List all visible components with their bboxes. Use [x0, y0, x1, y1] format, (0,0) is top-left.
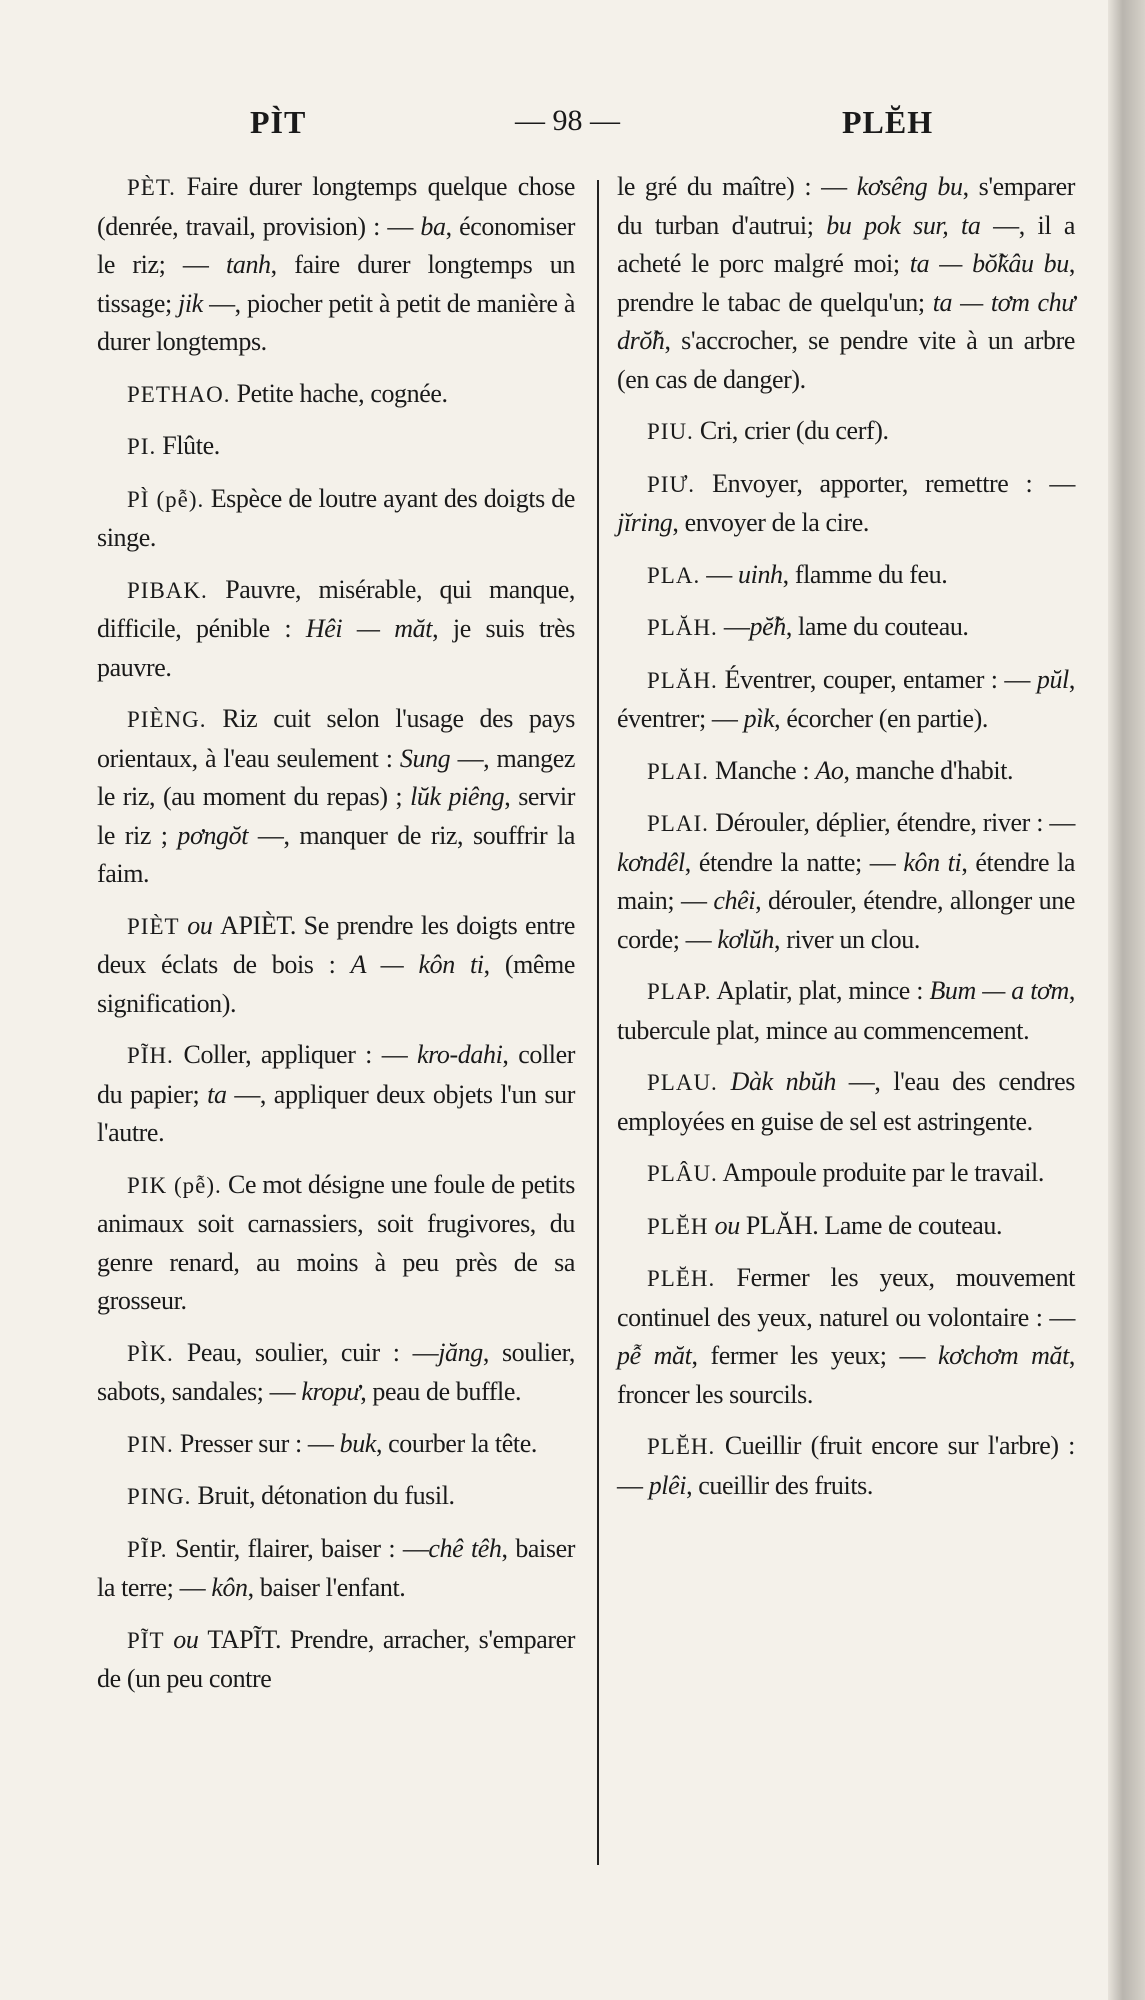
entry-text: —, mangez le riz, (au moment du repas) ; [97, 743, 575, 811]
dictionary-entry [97, 1621, 575, 1699]
entry-text: TAPĨT. Prendre, arracher, s'emparer de (un peu contre [97, 1624, 575, 1693]
entry-term: tanh [226, 250, 271, 279]
entry-headword: PLĂH. [647, 667, 718, 693]
entry-text: , froncer les sourcils. [617, 1341, 1076, 1409]
dictionary-entry [97, 480, 575, 558]
entry-term: kơsêng bu [856, 172, 963, 201]
dictionary-entry [97, 1166, 575, 1321]
entry-headword: PĨP. [127, 1536, 168, 1562]
dictionary-entry [97, 427, 575, 467]
entry-headword: PLA. [647, 562, 701, 588]
entry-term: lŭk piêng [410, 782, 505, 811]
dictionary-entry [617, 556, 1075, 596]
dictionary-entry [617, 1259, 1075, 1414]
entry-headword: PLAI. [647, 758, 709, 784]
entry-headword: PĨT [127, 1627, 165, 1653]
entry-term: Dàk nbŭh [730, 1067, 836, 1096]
entry-headword: PLAI. [647, 811, 709, 836]
entry-text: Bruit, détonation du fusil. [191, 1481, 455, 1510]
dictionary-entry [617, 661, 1075, 739]
entry-term: chê têh [428, 1533, 502, 1563]
entry-text: , lame du couteau. [785, 612, 969, 641]
entry-term: ou [179, 910, 221, 940]
entry-text: , (même signification). [97, 950, 576, 1018]
dictionary-entry [617, 412, 1075, 452]
entry-term: A — kôn ti [350, 950, 484, 979]
entry-text: APIÈT. Se prendre les doigts entre deux éclats de bois : [97, 910, 575, 979]
entry-term: Hêi — măt [305, 614, 433, 643]
entry-term: pìk [743, 704, 775, 733]
entry-text: Sentir, flairer, baiser : — [167, 1533, 429, 1563]
entry-headword: PLAP. [647, 979, 712, 1004]
entry-text: , flamme du feu. [782, 559, 948, 589]
entry-term: kôn ti [903, 847, 962, 877]
entry-term: kơlŭh [717, 924, 775, 954]
entry-text [718, 1067, 731, 1096]
entry-term: jăng [438, 1337, 483, 1367]
entry-text: , river un clou. [774, 924, 920, 954]
entry-term: jik [178, 288, 203, 318]
entry-term: kro-dahi [417, 1040, 503, 1069]
page-edge-shadow [1108, 0, 1145, 2000]
entry-text: Ce mot désigne une foule de petits animaux soit carnassiers, soit frugivores, du genre renard, au moins à peu près de sa grosseur. [97, 1169, 575, 1315]
entry-headword: PLÂU. [647, 1161, 718, 1186]
entry-text: , économiser le riz; — [97, 211, 575, 279]
dictionary-entry [97, 1530, 575, 1608]
entry-term: pŭl [1036, 664, 1069, 694]
entry-text: , coller du papier; [97, 1040, 575, 1109]
entry-term: ta — tơm chư drŏ̃h [617, 287, 1075, 355]
entry-term: Ao [815, 755, 844, 785]
dictionary-entry [617, 972, 1075, 1050]
entry-term: kơchơm măt [937, 1341, 1069, 1370]
dictionary-entry [97, 571, 575, 688]
entry-text: Ampoule produite par le travail. [717, 1158, 1044, 1187]
entry-text: Flûte. [156, 431, 220, 460]
entry-text: Faire durer longtemps quelque chose (denrée, travail, provision) : — [97, 172, 575, 241]
entry-headword: PIÈNG. [127, 707, 207, 732]
entry-text: Aplatir, plat, mince : [711, 976, 930, 1005]
entry-text: , fermer les yeux; — [691, 1341, 938, 1370]
entry-text: , faire durer longtemps un tissage; [97, 250, 576, 318]
entry-headword: PI. [127, 434, 157, 459]
entry-term: pơngŏt [177, 820, 249, 850]
entry-text: —, l'eau des cendres employées en guise de sel est astringente. [617, 1067, 1075, 1136]
entry-term: buk [339, 1428, 376, 1458]
entry-text: , écorcher (en partie). [774, 704, 988, 733]
dictionary-entry [617, 1063, 1075, 1141]
entry-headword: PIK (pễ). [127, 1172, 222, 1198]
entry-headword: PLĔH [647, 1213, 709, 1239]
entry-text: Pauvre, misérable, qui manque, difficile, pénible : [97, 574, 575, 643]
entry-headword: PLĂH. [647, 615, 718, 640]
entry-headword: PÈT. [127, 175, 176, 200]
entry-text: Envoyer, apporter, remettre : — [695, 468, 1075, 498]
dictionary-entry [617, 465, 1075, 543]
dictionary-entry [97, 1334, 575, 1412]
entry-headword: PÌ (pễ). [127, 486, 205, 512]
entry-text: , s'accrocher, se pendre vite à un arbre (en cas de danger). [617, 326, 1075, 394]
entry-term: bu pok sur, ta [826, 210, 981, 240]
entry-text: —, manquer de riz, souffrir la faim. [97, 820, 575, 888]
entry-term: ba [420, 211, 446, 241]
entry-text: , cueillir des fruits. [686, 1470, 873, 1500]
dictionary-entry [97, 700, 575, 894]
entry-term: ou [164, 1624, 208, 1654]
entry-text: —, appliquer deux objets l'un sur l'autre. [97, 1079, 575, 1147]
entry-text: Riz cuit selon l'usage des pays orientaux, à l'eau seulement : [97, 704, 575, 773]
entry-text: Manche : [708, 755, 816, 785]
entry-term: pễ măt [617, 1341, 692, 1370]
entry-text: , éventrer; — [617, 664, 1075, 733]
running-head-right: PLĔH [842, 104, 934, 140]
entry-headword: PLĔH. [647, 1434, 716, 1459]
entry-term: ou [708, 1210, 746, 1240]
dictionary-entry [97, 1477, 575, 1517]
entry-text: Éventrer, couper, entamer : — [717, 664, 1037, 694]
entry-term: pĕ̃h [749, 612, 786, 641]
entry-term: jĭring [617, 508, 673, 537]
page-number: — 98 — [515, 104, 620, 137]
entry-text: , servir le riz ; [97, 782, 576, 850]
dictionary-entry [97, 907, 575, 1024]
entry-text: le gré du maître) : — [617, 172, 857, 201]
dictionary-entry [617, 608, 1075, 648]
entry-text: , envoyer de la cire. [672, 508, 869, 537]
entry-text: , dérouler, étendre, allonger une corde; — [617, 886, 1076, 954]
entry-term: kôn [211, 1573, 248, 1602]
dictionary-entry [617, 168, 1075, 399]
entry-text: , manche d'habit. [843, 755, 1014, 785]
entry-text: Coller, appliquer : — [173, 1040, 418, 1069]
dictionary-entry [617, 1154, 1075, 1194]
entry-headword: PLĔH. [647, 1266, 716, 1291]
entry-text: — [717, 612, 750, 641]
entry-text: , courber la tête. [375, 1428, 537, 1458]
entry-headword: PĨH. [127, 1043, 174, 1068]
entry-text: —, piocher petit à petit de manière à durer longtemps. [97, 288, 575, 356]
entry-headword: PING. [127, 1484, 192, 1509]
entry-text: Espèce de loutre ayant des doigts de singe. [97, 483, 576, 552]
entry-term: kơndêl [617, 847, 685, 877]
entry-text: Presser sur : — [173, 1428, 340, 1458]
entry-term: Sung [399, 743, 451, 773]
entry-headword: PIƯ. [647, 471, 696, 497]
running-head-left: PÌT [250, 104, 307, 140]
dictionary-entry [97, 168, 575, 362]
entry-term: uinh [738, 559, 783, 589]
dictionary-entry [617, 752, 1075, 792]
entry-text: , s'emparer du turban d'autrui; [617, 172, 1075, 240]
entry-text: , peau de buffle. [360, 1377, 522, 1406]
entry-term: chêi [713, 886, 756, 915]
entry-text: , prendre le tabac de quelqu'un; [617, 249, 1075, 317]
entry-text: — [700, 559, 739, 589]
entry-headword: PETHAO. [127, 381, 231, 407]
entry-headword: PIN. [127, 1431, 174, 1457]
right-column [617, 168, 1075, 1518]
entry-text: Cri, crier (du cerf). [693, 416, 889, 445]
entry-term: plêi [648, 1470, 687, 1500]
entry-term: kropư [301, 1377, 361, 1406]
entry-term: ta — bŏ̃kâu bu [909, 249, 1069, 278]
entry-headword: PLAU. [647, 1070, 718, 1095]
entry-text: Peau, soulier, cuir : — [173, 1337, 439, 1367]
entry-headword: PIÈT [127, 913, 180, 939]
entry-text: —, il a acheté le porc malgré moi; [617, 210, 1075, 278]
dictionary-entry [97, 375, 575, 415]
entry-text: , étendre la natte; — [684, 847, 904, 877]
entry-text: , baiser la terre; — [97, 1533, 575, 1602]
entry-text: Petite hache, cognée. [230, 378, 448, 408]
entry-text: , étendre la main; — [617, 847, 1076, 915]
entry-term: ta [207, 1079, 227, 1109]
dictionary-entry [617, 1207, 1075, 1247]
entry-text: , tubercule plat, mince au commencement. [617, 976, 1075, 1045]
dictionary-entry [617, 804, 1075, 959]
entry-text: , baiser l'enfant. [247, 1573, 406, 1602]
entry-text: , je suis très pauvre. [97, 614, 575, 682]
entry-headword: PIU. [647, 419, 694, 444]
column-divider [597, 180, 599, 1865]
dictionary-entry [97, 1425, 575, 1465]
entry-text: Fermer les yeux, mouvement continuel des yeux, naturel ou volontaire : — [617, 1263, 1075, 1332]
entry-headword: PÌK. [127, 1340, 174, 1366]
dictionary-entry [617, 1427, 1075, 1505]
entry-text: PLĂH. Lame de couteau. [745, 1210, 1003, 1240]
left-column [97, 168, 575, 1712]
entry-text: Dérouler, déplier, étendre, river : — [708, 808, 1075, 837]
entry-term: Bum — a tơm [929, 976, 1069, 1005]
entry-headword: PIBAK. [127, 577, 208, 603]
entry-text: Cueillir (fruit encore sur l'arbre) : — [617, 1431, 1075, 1500]
dictionary-entry [97, 1036, 575, 1153]
entry-text: , soulier, sabots, sandales; — [97, 1337, 575, 1406]
